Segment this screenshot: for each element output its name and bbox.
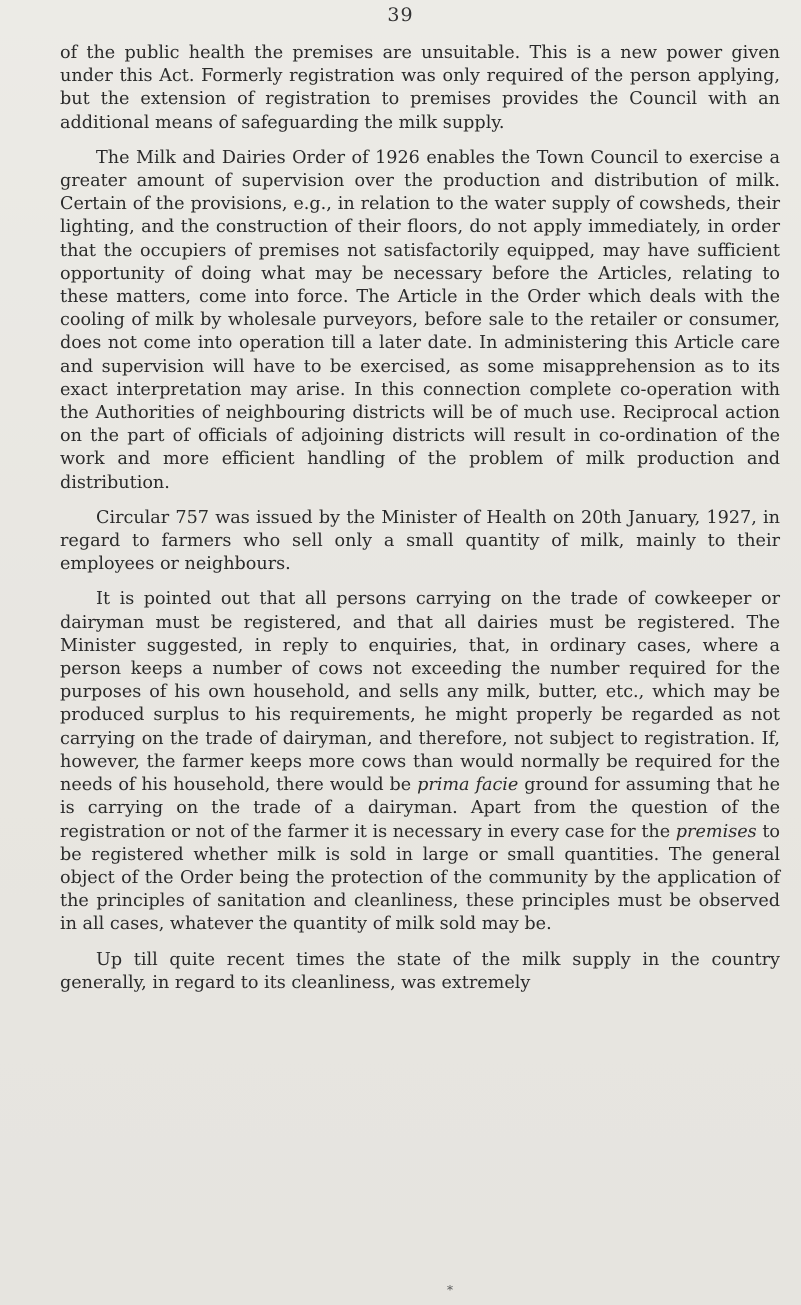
paragraph-1: of the public health the premises are unsuitable. This is a new power given under this Act. Formerly registration was only required of the person applying, but the extension of registration to premises provides the Council with an additional means of safeguarding the milk supply. — [60, 43, 780, 133]
footer-mark: * — [447, 1283, 453, 1297]
paragraph-4 — [60, 588, 780, 936]
paragraph-4-emphasis-1: prima facie — [417, 775, 519, 796]
page-number: 39 — [387, 4, 414, 26]
paragraph-5: Up till quite recent times the state of the milk supply in the country generally, in regard to its cleanliness, was extremely — [60, 949, 780, 993]
paragraph-4-part-2: ground for assuming that he is carrying on the trade of a dairyman. Apart from the question of the registration or not of the farmer it is necessary in every case for the — [60, 775, 780, 842]
paragraph-4-part-3: to be registered whether milk is sold in large or small quantities. The general object of the Order being the protection of the community by the application of the principles of sanitation and cleanliness, these principles must be observed in all cases, whatever the quantity of milk sold may be. — [60, 821, 780, 935]
paragraph-4-part-1: It is pointed out that all persons carrying on the trade of cowkeeper or dairyman must be registered, and that all dairies must be registered. The Minister suggested, in reply to enquiries, that, in ordinary cases, where a person keeps a number of cows not exceeding the number required for the purposes of his own household, and sells any milk, butter, etc., which may be produced surplus to his requirements, he might properly be regarded as not carrying on the trade of dairyman, and therefore, not subject to registration. If, however, the farmer keeps more cows than would normally be required for the needs of his household, there would be — [60, 589, 780, 796]
paragraph-4-emphasis-2: premises — [675, 821, 757, 842]
paragraph-3: Circular 757 was issued by the Minister of Health on 20th January, 1927, in regard to farmers who sell only a small quantity of milk, mainly to their employees or neighbours. — [60, 507, 780, 575]
paragraph-2: The Milk and Dairies Order of 1926 enables the Town Council to exercise a greater amount of supervision over the production and distribution of milk. Certain of the provisions, e.g., in relation to the water supply of cowsheds, their lighting, and the construction of their floors, do not apply immediately, in order that the occupiers of premises not satisfactorily equipped, may have sufficient opportunity of doing what may be necessary before the Articles, relating to these matters, come into force. The Article in the Order which deals with the cooling of milk by wholesale purveyors, before sale to the retailer or consumer, does not come into operation till a later date. In administering this Article care and supervision will have to be exercised, as some misapprehension as to its exact interpretation may arise. In this connection complete co-operation with the Authorities of neighbouring districts will be of much use. Reciprocal action on the part of officials of adjoining districts will result in co-ordination of the work and more efficient handling of the problem of milk production and distribution. — [60, 147, 780, 493]
body-text — [60, 42, 780, 995]
